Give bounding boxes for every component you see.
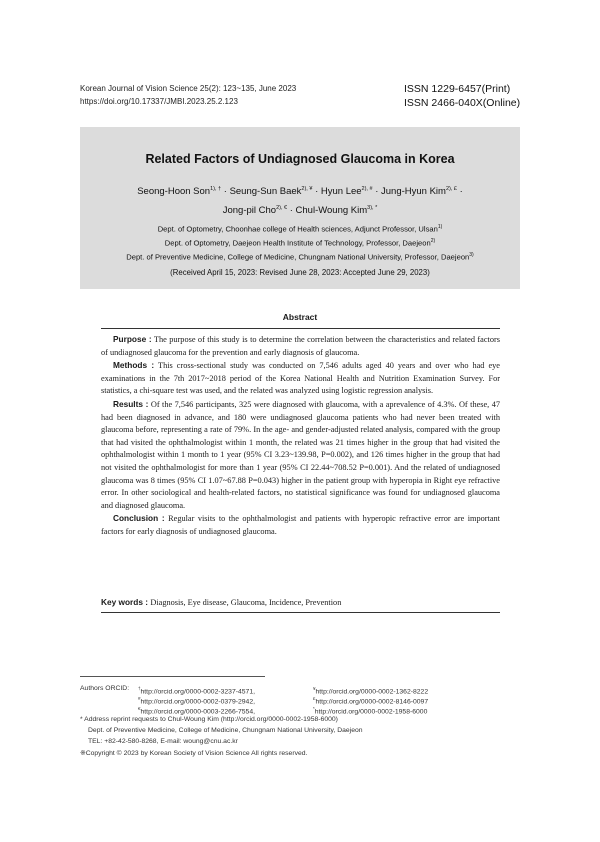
author-separator: · [459,186,463,198]
orcid-mark: € [138,706,141,711]
orcid-link[interactable]: http://orcid.org/0000-0002-1362-8222 [315,688,429,696]
affiliation-text: Dept. of Optometry, Choonhae college of Health sciences, Adjunct Professor, Ulsan [157,224,438,234]
orcid-link[interactable]: http://orcid.org/0000-0002-3237-4571, [140,688,256,696]
abstract-results [101,398,500,512]
author-affil-mark: 2), ¥ [301,186,313,192]
orcid-link[interactable]: http://orcid.org/0000-0003-2266-7554, [140,708,256,716]
author-name: Jong-pil Cho [222,205,277,217]
author-name: Seung-Sun Baek [229,186,302,198]
orcid-link[interactable]: http://orcid.org/0000-0002-1958-6000 [314,708,428,716]
purpose-label: Purpose : [113,334,152,344]
affiliation-text: Dept. of Preventive Medicine, College of Medicine, Chungnam National University, Professor, Daejeon [126,252,470,262]
orcid-mark: £ [313,696,316,701]
abstract-body [101,333,500,539]
purpose-text: The purpose of this study is to determine the correlation between the characteristics and related factors of undiagnosed glaucoma for the prevention and early diagnosis of glaucoma. [101,335,500,357]
orcid-mark: # [138,696,141,701]
author-affil-mark: 2), # [361,186,373,192]
author-separator: · [223,186,227,198]
author-separator: · [315,186,319,198]
author-separator: · [289,205,293,217]
journal-header [80,82,296,108]
author-name: Hyun Lee [320,186,362,198]
doi-link[interactable]: https://doi.org/10.17337/JMBI.2023.25.2.123 [80,97,238,106]
affiliation-text: Dept. of Optometry, Daejeon Health Institute of Technology, Professor, Daejeon [164,238,431,248]
results-label: Results : [113,398,149,409]
author-name: Chul-Woung Kim [295,205,368,217]
orcid-link[interactable]: http://orcid.org/0000-0002-0379-2942, [140,698,256,706]
abstract-top-rule [101,328,500,329]
footnote-rule [80,676,265,677]
orcid-mark: † [138,686,141,691]
orcid-label: Authors ORCID: [80,685,130,692]
affiliation-2 [80,238,520,248]
affiliation-mark: 2) [430,238,436,244]
methods-text: This cross-sectional study was conducted on 7,546 adults aged 40 years and over who had eye examinations in the 7th 2017~2018 period of the Korea National Health and Nutrition Examination Survey. For statistics, a chi-square test was used, and the related was analyzed using logistic regression analysis. [101,361,500,396]
conclusion-text: Regular visits to the ophthalmologist and patients with hyperopic refractive error are important factors for early diagnosis of undiagnosed glaucoma. [101,514,500,536]
issn-print: ISSN 1229-6457(Print) [404,83,511,95]
conclusion-label: Conclusion : [113,513,165,524]
abstract-bottom-rule [101,612,500,613]
results-text: Of the 7,546 participants, 325 were diagnosed with glaucoma, with a aprevalence of 4.3%. Of these, 47 had been diagnosed in advance, and 180 were undiagnosed glaucoma patients who had never been treated with glaucoma before, representing a rate of 79%. In the age- and gender-adjusted related analysis, compared with the group that had visited the ophthalmologist within 1 month, the related was 21 times higher in the group that had visited the ophthalmologist within 1 month to 1 year (95% CI 3.23~139.98, P=0.002), and 126 times higher in the group that had not visited the ophthalmologist for more than 1 year (95% CI 22.44~708.52 P=0.001). And the related of undiagnosed glaucoma was 8 times (95% CI 1.07~67.88 P=0.043) higher in the patient group with hyperopia in Right eye refractive error. In other sociological and health-related factors, no statistical significance was found for undiagnosed glaucoma and diagnosed glaucoma. [101,399,500,510]
abstract-heading: Abstract [282,312,318,322]
methods-label: Methods : [113,360,155,371]
author-affil-mark: 3), * [367,205,378,211]
copyright-notice: ※Copyright © 2023 by Korean Society of Vision Science All rights reserved. [80,750,308,757]
affiliation-1 [80,224,520,234]
authors-line-2 [80,205,520,216]
orcid-link[interactable]: http://orcid.org/0000-0002-8146-0097 [315,698,429,706]
journal-citation: Korean Journal of Vision Science 25(2): 123~135, June 2023 [80,84,297,93]
abstract-conclusion [101,512,500,538]
keywords-label: Key words : [101,597,149,607]
paper-title: Related Factors of Undiagnosed Glaucoma in Korea [145,152,455,166]
issn-block [404,82,520,110]
reprint-request: * Address reprint requests to Chul-Woung Kim (http://orcid.org/0000-0002-1958-6000) [80,716,338,723]
abstract-methods [101,359,500,398]
reprint-contact: TEL: +82-42-580-8268, E-mail: woung@cnu.ac.kr [88,738,238,745]
keywords-text: Diagnosis, Eye disease, Glaucoma, Incidence, Prevention [150,598,342,607]
affiliation-mark: 3) [469,252,474,258]
author-affil-mark: 2), € [276,205,288,211]
author-separator: · [375,186,379,198]
orcid-mark: ¥ [313,686,316,691]
affiliation-mark: 1) [437,224,443,230]
author-name: Seong-Hoon Son [137,186,211,198]
reprint-address: Dept. of Preventive Medicine, College of Medicine, Chungnam National University, Daejeon [88,727,363,734]
keywords-line [101,597,341,607]
abstract-purpose [101,333,500,359]
authors-line-1 [80,186,520,197]
received-dates: (Received April 15, 2023: Revised June 28, 2023: Accepted June 29, 2023) [170,268,430,277]
orcid-mark: * [313,706,315,711]
author-affil-mark: 1), † [210,186,222,192]
affiliation-3 [80,252,520,262]
issn-online: ISSN 2466-040X(Online) [404,97,521,109]
author-name: Jung-Hyun Kim [381,186,446,198]
author-affil-mark: 2), £ [445,186,457,192]
